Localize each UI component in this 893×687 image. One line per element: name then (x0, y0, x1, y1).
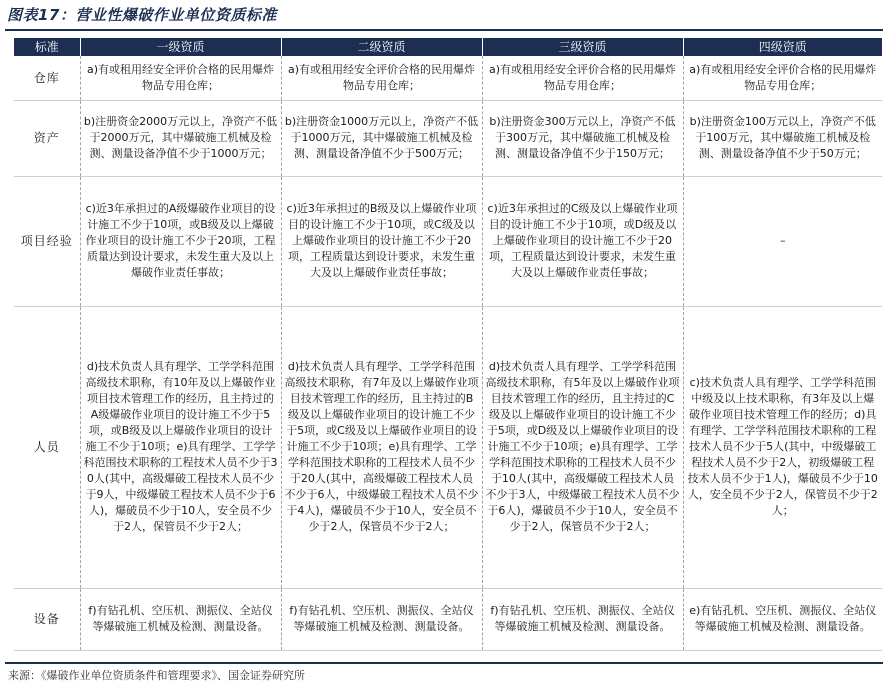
table-cell (482, 56, 683, 100)
cell-text: a)有或租用经安全评价合格的民用爆炸物品专用仓库； (689, 62, 877, 92)
table-header-row (14, 38, 882, 56)
table-cell (683, 56, 882, 100)
cell-text: b)注册资金100万元以上，净资产不低于100万元，其中爆破施工机械及检测、测量设备净值不少于50万元； (689, 115, 876, 160)
cell-text: d)技术负责人具有理学、工学学科范围高级技术职称，有5年及以上爆破作业项目技术管理工作的经历，且主持过的C级及以上爆破作业项目的设计施工不少于5项，或D级及以上爆破作业项目的设计施工不少于10项；e)具有理学、工学学科范围技术职称的工程技术人员不少于10人(其中，高级爆破工程技术人员不少于3人，中级爆破工程技术人员不少于6人)，爆破员不少于10人，安全员不少于2人，保管员不少于2人； (485, 360, 680, 533)
table-cell (683, 306, 882, 588)
footer-divider (5, 662, 883, 664)
table-cell (281, 306, 482, 588)
cell-text: e)有钻孔机、空压机、测振仪、全站仪等爆破施工机械及检测、测量设备。 (689, 604, 877, 633)
row-label: 仓库 (14, 56, 80, 100)
qualification-standards-table (14, 38, 882, 651)
row-label: 设备 (14, 588, 80, 650)
table-cell (281, 588, 482, 650)
cell-text: f)有钻孔机、空压机、测振仪、全站仪等爆破施工机械及检测、测量设备。 (490, 604, 675, 633)
cell-text: c)近3年承担过的A级爆破作业项目的设计施工不少于10项，或B级及以上爆破作业项目的设计施工不少于20项，工程质量达到设计要求，未发生重大及以上爆破作业责任事故； (85, 202, 276, 279)
table-cell (281, 100, 482, 176)
row-label: 项目经验 (14, 176, 80, 306)
table-row-warehouse (14, 56, 882, 100)
cell-text: a)有或租用经安全评价合格的民用爆炸物品专用仓库； (488, 62, 677, 92)
cell-text: c)近3年承担过的C级及以上爆破作业项目的设计施工不少于10项，或D级及以上爆破作业项目的设计施工不少于20项，工程质量达到设计要求，未发生重大及以上爆破作业责任事故； (487, 202, 678, 279)
cell-text: f)有钻孔机、空压机、测振仪、全站仪等爆破施工机械及检测、测量设备。 (88, 604, 273, 633)
cell-text: c)技术负责人具有理学、工学学科范围中级及以上技术职称，有3年及以上爆破作业项目技术管理工作的经历；d)具有理学、工学学科范围技术职称的工程技术人员不少于5人(其中，中级爆破工程技术人员不少于2人，初级爆破工程技术人员不少于1人)，爆破员不少于10人，安全员不少于2人，保管员不少于2人； (687, 376, 878, 517)
cell-text: b)注册资金2000万元以上，净资产不低于2000万元，其中爆破施工机械及检测、测量设备净值不少于1000万元； (83, 115, 278, 160)
table-row-equipment (14, 588, 882, 650)
table-cell (683, 588, 882, 650)
table-cell (281, 56, 482, 100)
header-level-3: 三级资质 (482, 38, 683, 56)
page-title: 图表17：营业性爆破作业单位资质标准 (7, 6, 277, 24)
header-level-4: 四级资质 (683, 38, 882, 56)
table-cell (80, 588, 281, 650)
cell-text: – (780, 234, 786, 247)
table-cell (482, 306, 683, 588)
cell-text: b)注册资金1000万元以上，净资产不低于1000万元，其中爆破施工机械及检测、测量设备净值不少于500万元； (284, 115, 479, 160)
table-cell (482, 588, 683, 650)
header-standard: 标准 (14, 38, 80, 56)
cell-text: d)技术负责人具有理学、工学学科范围高级技术职称，有10年及以上爆破作业项目技术管理工作的经历，且主持过的A级爆破作业项目的设计施工不少于5项，或B级及以上爆破作业项目的设计施工不少于10项；e)具有理学、工学学科范围技术职称的工程技术人员不少于30人(其中，高级爆破工程技术人员不少于9人，中级爆破工程技术人员不少于6人)，爆破员不少于10人，安全员不少于2人，保管员不少于2人； (83, 360, 278, 533)
cell-text: b)注册资金300万元以上，净资产不低于300万元，其中爆破施工机械及检测、测量设备净值不少于150万元； (489, 115, 676, 160)
title-divider (5, 29, 883, 31)
table-row-project-experience (14, 176, 882, 306)
table-cell (80, 176, 281, 306)
cell-text: d)技术负责人具有理学、工学学科范围高级技术职称，有7年及以上爆破作业项目技术管理工作的经历，且主持过的B级及以上爆破作业项目的设计施工不少于5项，或C级及以上爆破作业项目的设计施工不少于10项；e)具有理学、工学学科范围技术职称的工程技术人员不少于20人(其中，高级爆破工程技术人员不少于6人，中级爆破工程技术人员不少于4人)，爆破员不少于10人，安全员不少于2人，保管员不少于2人； (284, 360, 479, 533)
cell-text: a)有或租用经安全评价合格的民用爆炸物品专用仓库； (86, 62, 275, 92)
table-cell (80, 100, 281, 176)
table-cell (80, 56, 281, 100)
table-cell (80, 306, 281, 588)
table-row-personnel (14, 306, 882, 588)
header-level-1: 一级资质 (80, 38, 281, 56)
cell-text: c)近3年承担过的B级及以上爆破作业项目的设计施工不少于10项，或C级及以上爆破作业项目的设计施工不少于20项，工程质量达到设计要求，未发生重大及以上爆破作业责任事故； (286, 202, 477, 279)
cell-text: a)有或租用经安全评价合格的民用爆炸物品专用仓库； (287, 62, 476, 92)
header-level-2: 二级资质 (281, 38, 482, 56)
cell-text: f)有钻孔机、空压机、测振仪、全站仪等爆破施工机械及检测、测量设备。 (289, 604, 474, 633)
table-cell (683, 176, 882, 306)
row-label: 人员 (14, 306, 80, 588)
table-cell (683, 100, 882, 176)
table-cell (281, 176, 482, 306)
row-label: 资产 (14, 100, 80, 176)
source-note: 来源：《爆破作业单位资质条件和管理要求》、国金证券研究所 (8, 669, 305, 682)
table-cell (482, 176, 683, 306)
table-cell (482, 100, 683, 176)
table-row-assets (14, 100, 882, 176)
